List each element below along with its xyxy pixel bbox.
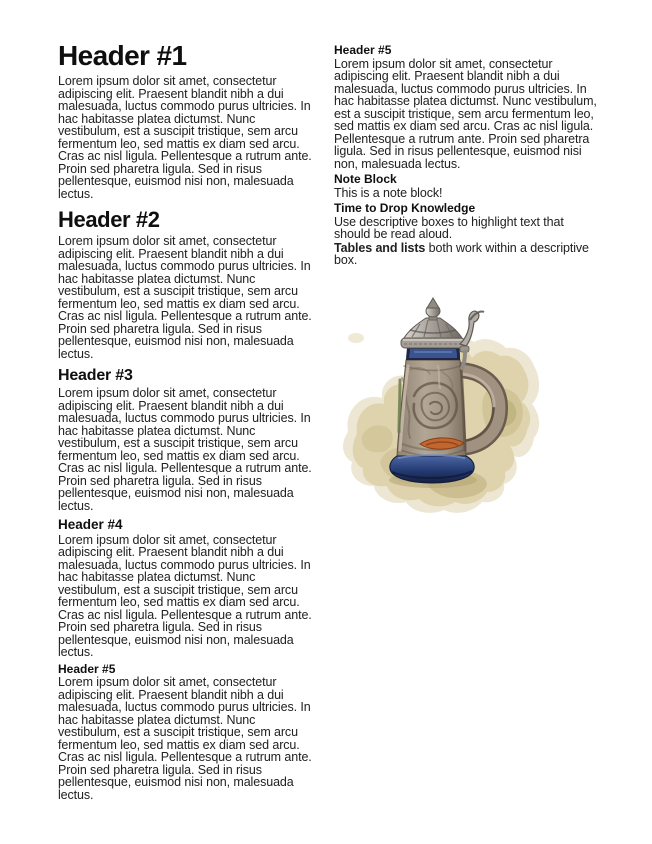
beer-stein-image (334, 296, 634, 526)
pewter-lid (401, 298, 465, 348)
stein-foot (390, 455, 474, 483)
right-column (334, 40, 598, 267)
left-column (58, 40, 314, 801)
section-heading-1: Header #1 (58, 40, 187, 71)
section-heading-2: Header #2 (58, 207, 160, 232)
stein-body (397, 360, 466, 456)
note-block-text: This is a note block! (334, 185, 443, 200)
section-paragraph: Lorem ipsum dolor sit amet, consectetur adipiscing elit. Praesent blandit nibh a dui malesuada, luctus commodo purus ultricies. In hac habitasse platea dictumst. Nunc vestibulum, est a suscipit tristique, sem arcu fermentum leo, sed mattis ex diam sed arcu. Cras ac nisl ligula. Pellentesque a rutrum ante. Proin sed pharetra ligula. Sed in risus pellentesque, euismod nisi non, malesuada lectus. (58, 532, 312, 659)
section-paragraph: Lorem ipsum dolor sit amet, consectetur adipiscing elit. Praesent blandit nibh a dui malesuada, luctus commodo purus ultricies. In hac habitasse platea dictumst. Nunc vestibulum, est a suscipit tristique, sem arcu fermentum leo, sed mattis ex diam sed arcu. Cras ac nisl ligula. Pellentesque a rutrum ante. Proin sed pharetra ligula. Sed in risus pellentesque, euismod nisi non, malesuada lectus. (58, 386, 312, 513)
knowledge-block-text: Use descriptive boxes to highlight text that should be read aloud. (334, 214, 564, 242)
section-paragraph: Lorem ipsum dolor sit amet, consectetur adipiscing elit. Praesent blandit nibh a dui malesuada, luctus commodo purus ultricies. In hac habitasse platea dictumst. Nunc vestibulum, est a suscipit tristique, sem arcu fermentum leo, sed mattis ex diam sed arcu. Cras ac nisl ligula. Pellentesque a rutrum ante. Proin sed pharetra ligula. Sed in risus pellentesque, euismod nisi non, malesuada lectus. (58, 74, 312, 201)
section-heading-4: Header #4 (58, 517, 123, 532)
bold-phrase-rest: both work within a descriptive box. (334, 240, 589, 268)
knowledge-block-title: Time to Drop Knowledge (334, 201, 476, 216)
knowledge-block-tables-line (334, 242, 598, 267)
note-block-title: Note Block (334, 172, 397, 187)
section-paragraph: Lorem ipsum dolor sit amet, consectetur adipiscing elit. Praesent blandit nibh a dui malesuada, luctus commodo purus ultricies. In hac habitasse platea dictumst. Nunc vestibulum, est a suscipit tristique, sem arcu fermentum leo, sed mattis ex diam sed arcu. Cras ac nisl ligula. Pellentesque a rutrum ante. Proin sed pharetra ligula. Sed in risus pellentesque, euismod nisi non, malesuada lectus. (58, 675, 312, 802)
section-paragraph: Lorem ipsum dolor sit amet, consectetur adipiscing elit. Praesent blandit nibh a dui malesuada, luctus commodo purus ultricies. In hac habitasse platea dictumst. Nunc vestibulum, est a suscipit tristique, sem arcu fermentum leo, sed mattis ex diam sed arcu. Cras ac nisl ligula. Pellentesque a rutrum ante. Proin sed pharetra ligula. Sed in risus pellentesque, euismod nisi non, malesuada lectus. (334, 56, 597, 171)
section-heading-3: Header #3 (58, 367, 133, 384)
section-heading-5: Header #5 (58, 661, 116, 676)
bold-phrase: Tables and lists (334, 240, 426, 255)
section-paragraph: Lorem ipsum dolor sit amet, consectetur adipiscing elit. Praesent blandit nibh a dui malesuada, luctus commodo purus ultricies. In hac habitasse platea dictumst. Nunc vestibulum, est a suscipit tristique, sem arcu fermentum leo, sed mattis ex diam sed arcu. Cras ac nisl ligula. Pellentesque a rutrum ante. Proin sed pharetra ligula. Sed in risus pellentesque, euismod nisi non, malesuada lectus. (58, 234, 312, 361)
section-heading-5-right: Header #5 (334, 43, 392, 57)
